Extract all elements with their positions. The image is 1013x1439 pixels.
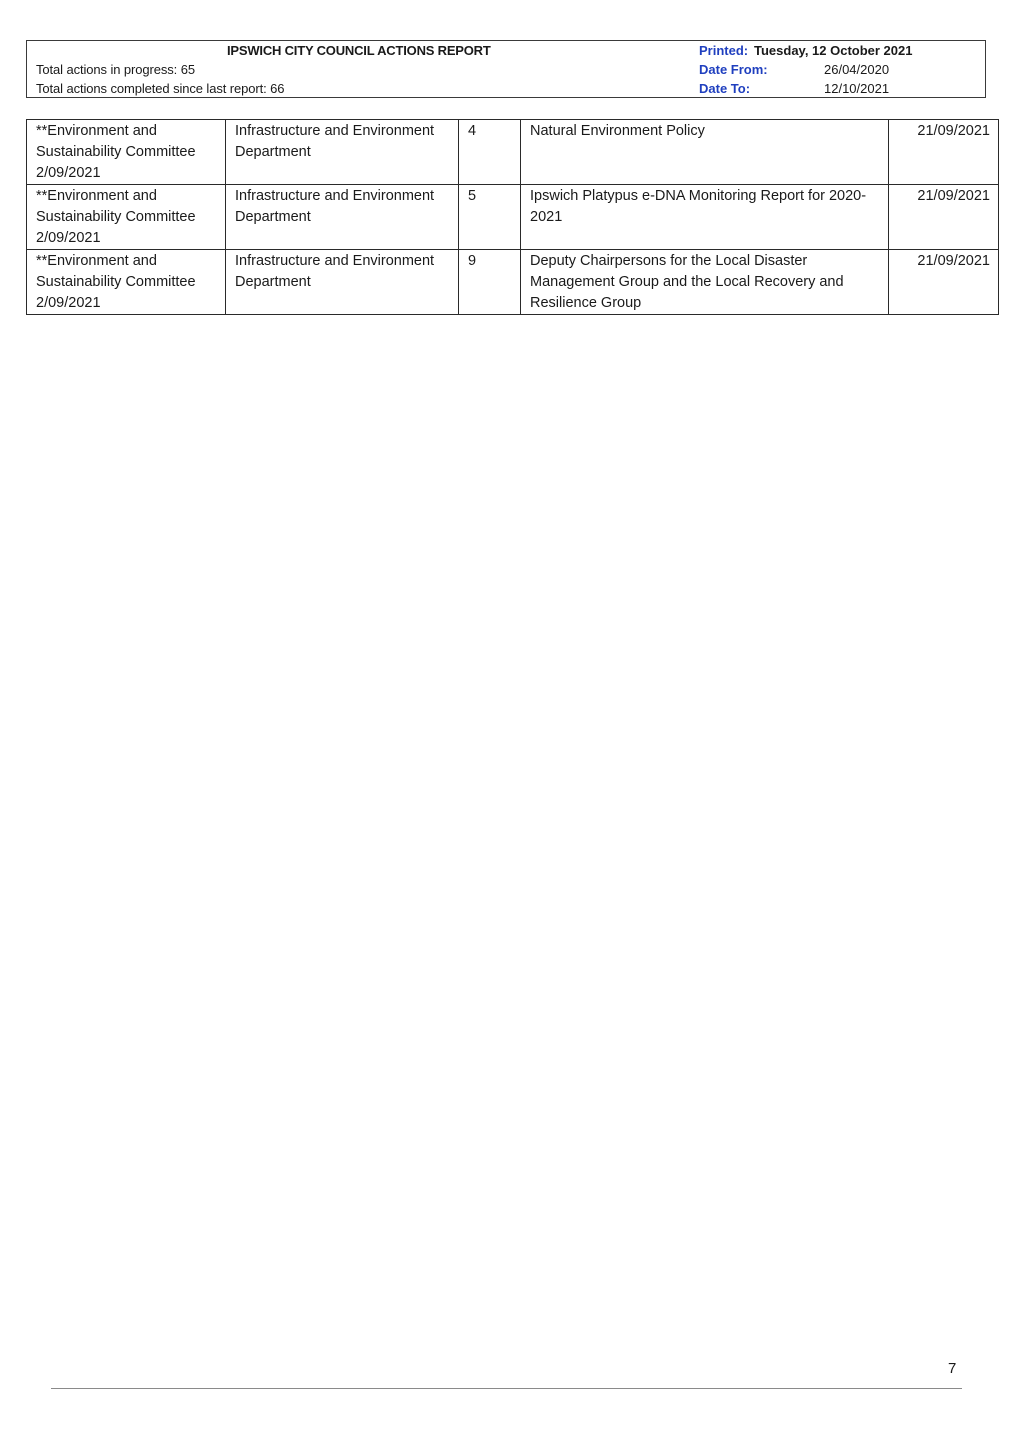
report-header [26, 40, 986, 98]
date-cell: 21/09/2021 [889, 185, 999, 250]
date-to-value: 12/10/2021 [824, 81, 890, 96]
date-cell: 21/09/2021 [889, 250, 999, 315]
department-cell: Infrastructure and Environment Department [226, 250, 459, 315]
footer-divider [51, 1388, 962, 1389]
table-row [27, 250, 999, 315]
actions-in-progress: Total actions in progress: 65 [36, 62, 195, 77]
date-cell: 21/09/2021 [889, 120, 999, 185]
date-from-label: Date From: [699, 62, 768, 77]
meeting-cell: **Environment and Sustainability Committee 2/09/2021 [27, 185, 226, 250]
meeting-cell: **Environment and Sustainability Committee 2/09/2021 [27, 120, 226, 185]
date-to-label: Date To: [699, 81, 751, 96]
table-row [27, 120, 999, 185]
page-number: 7 [948, 1360, 957, 1377]
printed-label: Printed: [699, 43, 749, 58]
description-cell: Natural Environment Policy [521, 120, 889, 185]
table-row [27, 185, 999, 250]
actions-table [26, 119, 999, 315]
date-from-value: 26/04/2020 [824, 62, 890, 77]
report-title: IPSWICH CITY COUNCIL ACTIONS REPORT [227, 43, 491, 58]
actions-completed: Total actions completed since last report: 66 [36, 81, 285, 96]
description-cell: Deputy Chairpersons for the Local Disaster Management Group and the Local Recovery and Resilience Group [521, 250, 889, 315]
description-cell: Ipswich Platypus e-DNA Monitoring Report for 2020-2021 [521, 185, 889, 250]
department-cell: Infrastructure and Environment Department [226, 185, 459, 250]
department-cell: Infrastructure and Environment Department [226, 120, 459, 185]
item-number-cell: 4 [459, 120, 521, 185]
printed-value: Tuesday, 12 October 2021 [754, 43, 913, 58]
item-number-cell: 9 [459, 250, 521, 315]
item-number-cell: 5 [459, 185, 521, 250]
meeting-cell: **Environment and Sustainability Committee 2/09/2021 [27, 250, 226, 315]
